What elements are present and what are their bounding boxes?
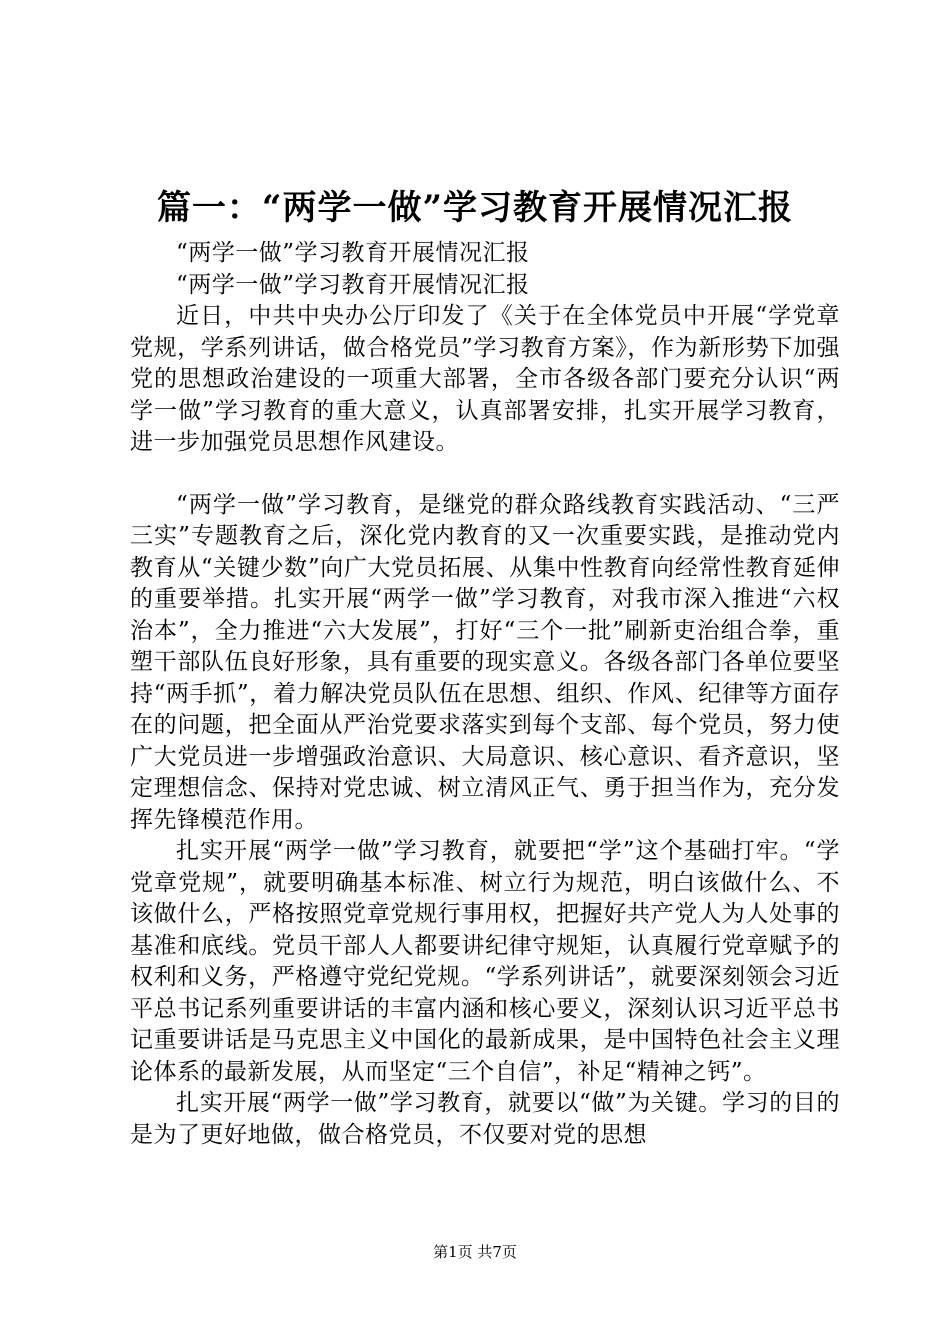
subtitle-line: “两学一做”学习教育开展情况汇报 [176,271,530,298]
page-number-footer: 第1页 共7页 [433,1243,517,1261]
body-paragraph: “两学一做”学习教育，是继党的群众路线教育实践活动、“三严三实”专题教育之后，深化党内教育的又一次重要实践，是推动党内教育从“关键少数”向广大党员拓展、从集中性教育向经常性教育延伸的重要举措。扎实开展“两学一做”学习教育，对我市深入推进“六权治本”，全力推进“六大发展”，打好“三个一批”刷新吏治组合拳，重塑干部队伍良好形象，具有重要的现实意义。各级各部门各单位要坚持“两手抓”，着力解决党员队伍在思想、组织、作风、纪律等方面存在的问题，把全面从严治党要求落实到每个支部、每个党员，努力使广大党员进一步增强政治意识、大局意识、核心意识、看齐意识，坚定理想信念、保持对党忠诚、树立清风正气、勇于担当作为，充分发挥先锋模范作用。 [130,491,840,833]
body-paragraph: 近日，中共中央办公厅印发了《关于在全体党员中开展“学党章党规，学系列讲话，做合格党员”学习教育方案》，作为新形势下加强党的思想政治建设的一项重大部署，全市各级各部门要充分认识“两学一做”学习教育的重大意义，认真部署安排，扎实开展学习教育，进一步加强党员思想作风建设。 [130,303,840,455]
body-paragraph: 扎实开展“两学一做”学习教育，就要把“学”这个基础打牢。“学党章党规”，就要明确基本标准、树立行为规范，明白该做什么、不该做什么，严格按照党章党规行事用权，把握好共产党人为人处事的基准和底线。党员干部人人都要讲纪律守规矩，认真履行党章赋予的权利和义务，严格遵守党纪党规。“学系列讲话”，就要深刻领会习近平总书记系列重要讲话的丰富内涵和核心要义，深刻认识习近平总书记重要讲话是马克思主义中国化的最新成果，是中国特色社会主义理论体系的最新发展，从而坚定“三个自信”，补足“精神之钙”。 [130,838,840,1085]
document-body [130,238,840,1151]
document-title: 篇一：“两学一做”学习教育开展情况汇报 [156,188,794,228]
subtitle-line: “两学一做”学习教育开展情况汇报 [176,240,530,266]
body-paragraph: 扎实开展“两学一做”学习教育，就要以“做”为关键。学习的目的是为了更好地做，做合格党员，不仅要对党的思想 [130,1090,840,1148]
